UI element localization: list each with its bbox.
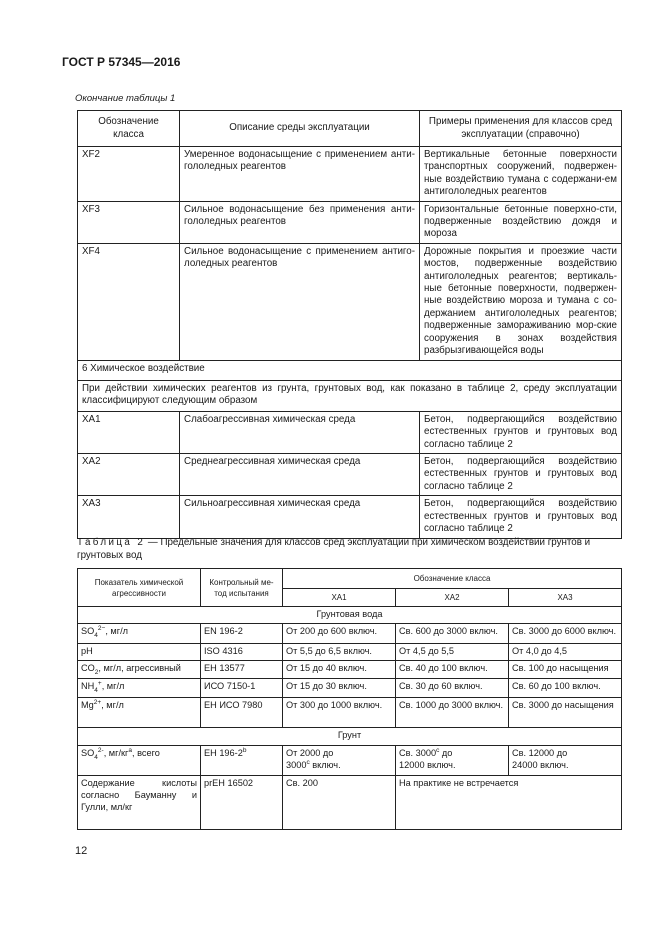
group-title-soil: Грунт <box>78 728 622 746</box>
table1-header-row <box>78 111 622 147</box>
indicator-cell: pH <box>78 644 201 661</box>
table-row <box>78 679 622 698</box>
page-number: 12 <box>75 845 88 857</box>
xa1-value: Св. 200 <box>283 776 396 830</box>
xa2-xa3-value: На практике не встречается <box>396 776 622 830</box>
section-row <box>78 360 622 380</box>
table1-header-class: Обозначение класса <box>78 111 180 147</box>
xa1-value: От 2000 до 3000$^c$ включ. <box>283 746 396 776</box>
xa2-value: Св. 3000$^c$ до 12000 включ. <box>396 746 509 776</box>
table2-header-indicator: Показатель химической агрессивности <box>78 569 201 607</box>
class-example: Бетон, подвергающийся воздействию естественных грунтов и грунтовых вод согласно таблице 2 <box>420 411 622 453</box>
method-cell: ЕН 13577 <box>201 661 283 679</box>
method-cell: ЕН 196-2$^b$ <box>201 746 283 776</box>
table2-caption-text: — Предельные значения для классов сред эксплуатации при химическом воздействии грунтов и грунтовых вод <box>77 537 591 561</box>
table-row <box>78 454 622 496</box>
table1 <box>77 110 622 539</box>
class-description: Слабоагрессивная химическая среда <box>180 411 420 453</box>
xa2-value: Св. 40 до 100 включ. <box>396 661 509 679</box>
class-code: XF4 <box>78 243 180 360</box>
document-title: ГОСТ Р 57345—2016 <box>62 55 181 69</box>
table-row <box>78 201 622 243</box>
table-row <box>78 698 622 728</box>
xa3-value: Св. 60 до 100 включ. <box>509 679 622 698</box>
group-row <box>78 728 622 746</box>
group-title-groundwater: Грунтовая вода <box>78 607 622 624</box>
table-row <box>78 243 622 360</box>
table-row <box>78 411 622 453</box>
xa1-value: От 15 до 30 включ. <box>283 679 396 698</box>
class-code: XF2 <box>78 147 180 202</box>
xa1-value: От 5,5 до 6,5 включ. <box>283 644 396 661</box>
class-example: Бетон, подвергающийся воздействию естественных грунтов и грунтовых вод согласно таблице 2 <box>420 454 622 496</box>
method-cell: ИСО 7150-1 <box>201 679 283 698</box>
method-cell: ЕН ИСО 7980 <box>201 698 283 728</box>
table2-header-xa3: XA3 <box>509 589 622 607</box>
table-row <box>78 746 622 776</box>
table1-caption: Окончание таблицы 1 <box>75 93 176 104</box>
table-row <box>78 624 622 644</box>
xa1-value: От 300 до 1000 включ. <box>283 698 396 728</box>
method-cell: EN 196-2 <box>201 624 283 644</box>
section-note: При действии химических реагентов из грунта, грунтовых вод, как показано в таблице 2, среду эксплуатации классифицируют следующим образом <box>78 380 622 411</box>
xa2-value: Св. 600 до 3000 включ. <box>396 624 509 644</box>
xa3-value: От 4,0 до 4,5 <box>509 644 622 661</box>
class-example: Бетон, подвергающийся воздействию естественных грунтов и грунтовых вод согласно таблице 2 <box>420 496 622 538</box>
group-row <box>78 607 622 624</box>
class-description: Среднеагрессивная химическая среда <box>180 454 420 496</box>
table-row <box>78 776 622 830</box>
table1-header-examples: Примеры применения для классов сред эксплуатации (справочно) <box>420 111 622 147</box>
class-code: XA1 <box>78 411 180 453</box>
class-example: Горизонтальные бетонные поверхно-сти, подверженные воздействию дождя и мороза <box>420 201 622 243</box>
class-example: Вертикальные бетонные поверхности транспортных сооружений, подвержен-ные воздействию тумана с содержани-ем антигололедных реагентов <box>420 147 622 202</box>
class-description: Умеренное водонасыщение с применением анти-гололедных реагентов <box>180 147 420 202</box>
indicator-cell: $SO_4^{2-}$, $мг/кг^a$, всего <box>78 746 201 776</box>
table-row <box>78 644 622 661</box>
class-code: XA3 <box>78 496 180 538</box>
xa2-value: От 4,5 до 5,5 <box>396 644 509 661</box>
xa3-value: Св. 12000 до 24000 включ. <box>509 746 622 776</box>
class-description: Сильноагрессивная химическая среда <box>180 496 420 538</box>
indicator-cell: $CO_2$, мг/л, агрессивный <box>78 661 201 679</box>
table2 <box>77 568 622 830</box>
indicator-cell: $SO_4^{2-}$, мг/л <box>78 624 201 644</box>
xa1-value: От 200 до 600 включ. <box>283 624 396 644</box>
table-row <box>78 496 622 538</box>
table-row <box>78 147 622 202</box>
xa2-value: Св. 30 до 60 включ. <box>396 679 509 698</box>
table2-caption <box>77 536 621 562</box>
table2-header-class-designation: Обозначение класса <box>283 569 622 589</box>
class-description: Сильное водонасыщение с применением антиго-лоледных реагентов <box>180 243 420 360</box>
xa3-value: Св. 100 до насыщения <box>509 661 622 679</box>
table2-header-row <box>78 569 622 589</box>
method-cell: ISO 4316 <box>201 644 283 661</box>
table2-header-xa1: XA1 <box>283 589 396 607</box>
class-description: Сильное водонасыщение без применения анти-гололедных реагентов <box>180 201 420 243</box>
indicator-cell: $Mg^{2+}$, мг/л <box>78 698 201 728</box>
table2-header-xa2: XA2 <box>396 589 509 607</box>
section-note-row <box>78 380 622 411</box>
table-row <box>78 661 622 679</box>
class-example: Дорожные покрытия и проезжие части мостов, подверженные воздействию антигололедных реагентов; вертикаль-ные бетонные поверхности, подвержен-ные воздействию мороза и тумана с со-держанием антигололедных реагентов; подверженные замораживанию мор-ские сооружения в зонах воздействия разбрызгивающейся воды <box>420 243 622 360</box>
class-code: XF3 <box>78 201 180 243</box>
table1-header-description: Описание среды эксплуатации <box>180 111 420 147</box>
xa3-value: Св. 3000 до насыщения <box>509 698 622 728</box>
table2-header-method: Контрольный ме-тод испытания <box>201 569 283 607</box>
indicator-cell: Содержание кислоты согласно Бауманну и Гулли, мл/кг <box>78 776 201 830</box>
xa2-value: Св. 1000 до 3000 включ. <box>396 698 509 728</box>
class-code: XA2 <box>78 454 180 496</box>
table2-caption-label: Таблица 2 <box>77 537 146 548</box>
method-cell: prЕН 16502 <box>201 776 283 830</box>
xa3-value: Св. 3000 до 6000 включ. <box>509 624 622 644</box>
xa1-value: От 15 до 40 включ. <box>283 661 396 679</box>
indicator-cell: $NH_4^+$, мг/л <box>78 679 201 698</box>
section-title: 6 Химическое воздействие <box>78 360 622 380</box>
